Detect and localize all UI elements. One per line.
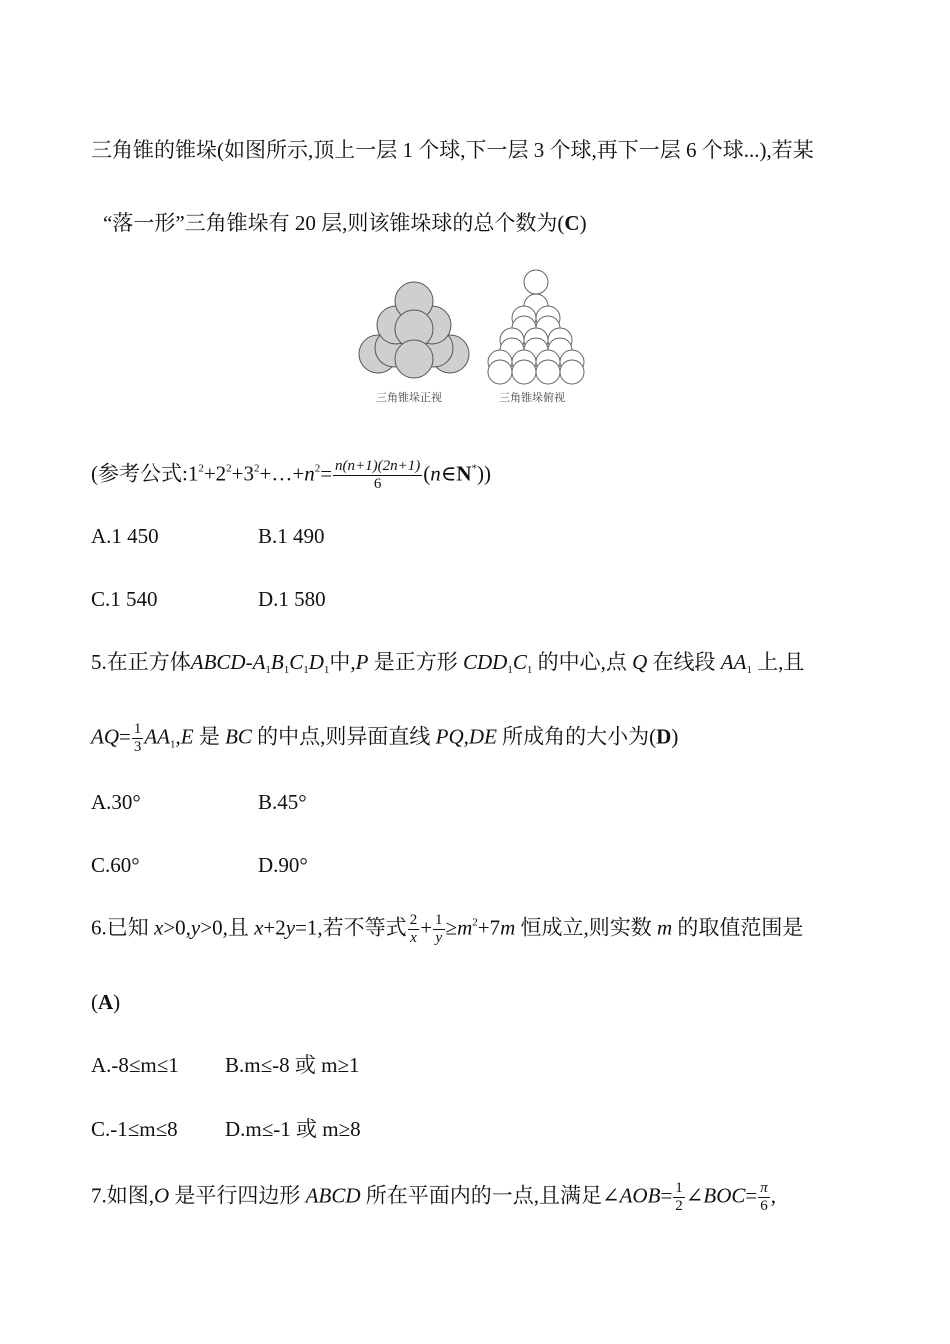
formula-fraction: $\frac{n(n+1)(2n+1)}{6}$ bbox=[335, 458, 421, 493]
pyramid-figure bbox=[352, 268, 608, 410]
q6-answer: A bbox=[98, 990, 114, 1014]
caption-front-view: 三角锥垛正视 bbox=[376, 391, 442, 404]
q6-answer-line: (A) bbox=[91, 990, 121, 1014]
q6-option-a: A.-8≤m≤1 bbox=[91, 1053, 179, 1077]
q7-line-1: 7.如图,O 是平行四边形 ABCD 所在平面内的一点,且满足∠AOB= $\frac{1}{2}$ ∠BOC= $\frac{\pi}{6}$ , bbox=[91, 1180, 776, 1215]
q4-text-2: “落一形”三角锥垛有 20 层,则该锥垛球的总个数为( bbox=[103, 211, 565, 235]
top-view-balls bbox=[488, 270, 584, 384]
q6-option-d: D.m≤-1 或 m≥8 bbox=[225, 1117, 361, 1141]
q4-formula: (参考公式$:1^2+2^2+3^2+\dots+n^2=$ $\frac{n(n+1)(2n+1)}{6}$ (n∈N*)) bbox=[91, 458, 491, 493]
q4-line-2: “落一形”三角锥垛有 20 层,则该锥垛球的总个数为(C) bbox=[103, 211, 587, 235]
q4-text-1: 三角锥的锥垛(如图所示,顶上一层 1 个球,下一层 3 个球,再下一层 6 个球...),若某 bbox=[91, 138, 814, 162]
q5-option-b: B.45° bbox=[258, 790, 307, 814]
top-view-ball bbox=[524, 270, 548, 294]
q5-answer: D bbox=[656, 724, 672, 749]
front-view-balls bbox=[359, 282, 469, 378]
caption-top-view: 三角锥垛俯视 bbox=[499, 391, 565, 404]
q5-line-1: 5.在正方体ABCD-$A_1B_1C_1D_1$中,P 是正方形 $CDD_1C_1$ 的中心,点 Q 在线段 $AA_1$ 上,且 bbox=[91, 650, 805, 676]
top-view-ball bbox=[488, 360, 512, 384]
q4-option-c: C.1 540 bbox=[91, 587, 158, 611]
q4-option-a: A.1 450 bbox=[91, 524, 159, 548]
q5-option-c: C.60° bbox=[91, 853, 140, 877]
pyramid-figure-svg bbox=[352, 268, 608, 410]
q4-answer: C bbox=[564, 211, 580, 235]
q5-option-d: D.90° bbox=[258, 853, 308, 877]
q4-option-b: B.1 490 bbox=[258, 524, 325, 548]
q6-option-b: B.m≤-8 或 m≥1 bbox=[225, 1053, 360, 1077]
q6-option-c: C.-1≤m≤8 bbox=[91, 1117, 178, 1141]
q4-line-1 bbox=[91, 140, 814, 161]
top-view-ball bbox=[512, 360, 536, 384]
q4-option-d: D.1 580 bbox=[258, 587, 326, 611]
q6-line-1: 6.已知 x>0,y>0,且 x+2y=1,若不等式 $\frac{2}{x}$ + $\frac{1}{y}$ $\ge m^2+7m$ 恒成立,则实数 m 的取值范围是 bbox=[91, 912, 804, 947]
top-view-ball bbox=[536, 360, 560, 384]
q5-line-2: AQ= $\frac{1}{3}$ $AA_1,E$ 是 BC 的中点,则异面直线 PQ,DE 所成角的大小为(D) bbox=[91, 721, 679, 756]
q5-option-a: A.30° bbox=[91, 790, 141, 814]
top-view-ball bbox=[560, 360, 584, 384]
